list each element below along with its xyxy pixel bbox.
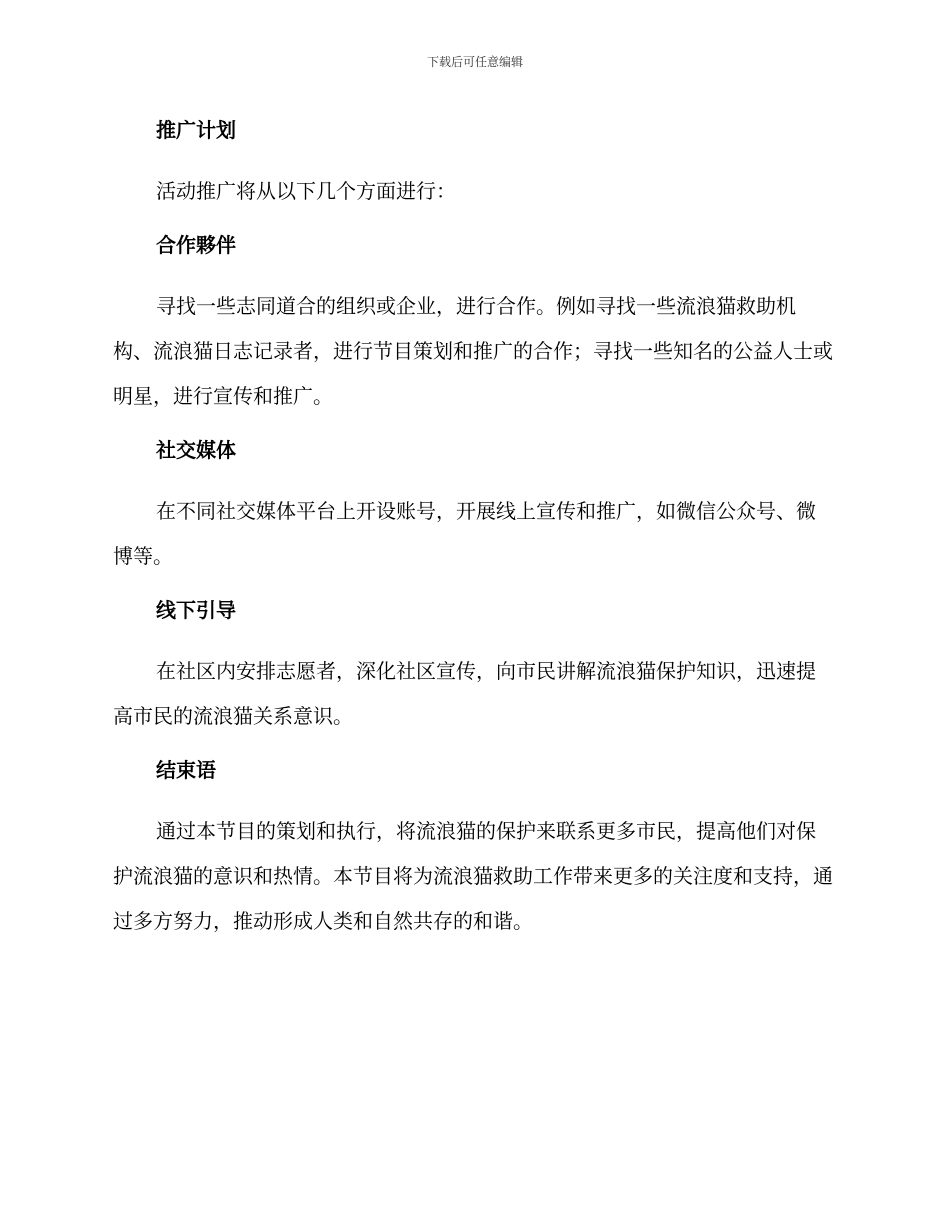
section-heading-promotion-plan: 推广计划: [156, 118, 236, 142]
section-heading-partners: 合作夥伴: [156, 233, 236, 257]
section-paragraph-partners: 寻找一些志同道合的组织或企业，进行合作。例如寻找一些流浪猫救助机构、流浪猫日志记录者，进行节目策划和推广的合作；寻找一些知名的公益人士或明星，进行宣传和推广。: [113, 294, 833, 408]
section-heading-social-media: 社交媒体: [156, 438, 236, 462]
section-paragraph-promotion-plan: 活动推广将从以下几个方面进行：: [156, 179, 456, 203]
page-header: 下载后可任意编辑: [426, 55, 523, 69]
section-paragraph-conclusion: 通过本节目的策划和执行，将流浪猫的保护来联系更多市民，提高他们对保护流浪猫的意识和热情。本节目将为流浪猫救助工作带来更多的关注度和支持，通过多方努力，推动形成人类和自然共存的和谐。: [113, 819, 833, 933]
section-heading-offline-guidance: 线下引导: [156, 598, 236, 622]
section-paragraph-social-media: 在不同社交媒体平台上开设账号，开展线上宣传和推广，如微信公众号、微博等。: [113, 499, 816, 568]
section-paragraph-offline-guidance: 在社区内安排志愿者，深化社区宣传，向市民讲解流浪猫保护知识，迅速提高市民的流浪猫关系意识。: [113, 659, 816, 728]
section-heading-conclusion: 结束语: [156, 758, 216, 782]
document-body: [113, 112, 833, 957]
